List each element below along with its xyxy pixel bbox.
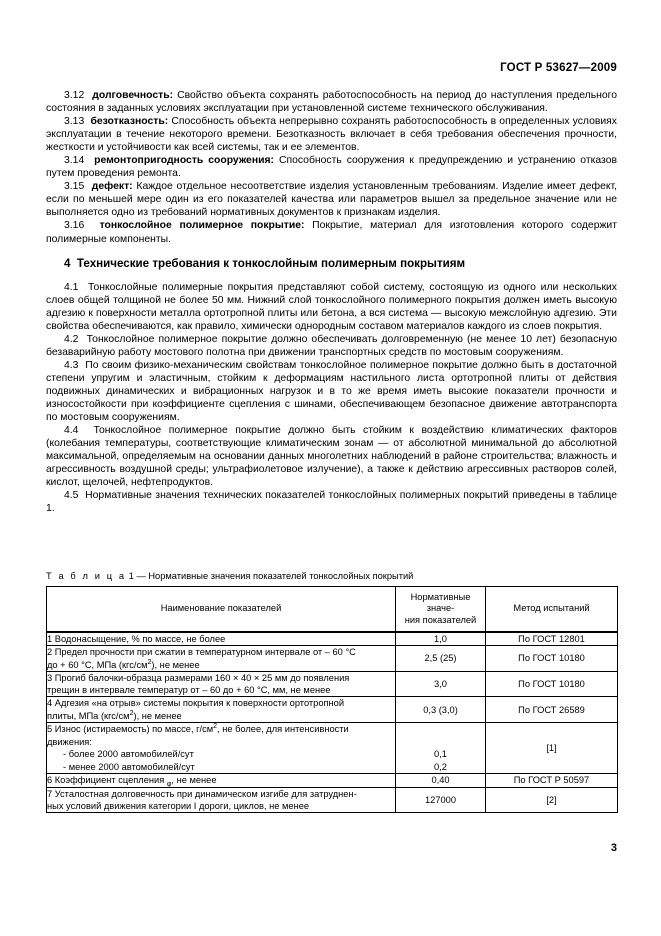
row-5-values <box>396 723 486 774</box>
clause-number: 4.4 <box>64 425 79 437</box>
row-7-name-line1: 7 Усталостная долговечность при динамическом изгибе для затруднен- <box>47 788 357 799</box>
row-2-superscript: 2 <box>147 658 152 666</box>
table-row <box>47 646 618 672</box>
row-5-name <box>47 723 396 774</box>
row-3-value: 3,0 <box>396 671 486 697</box>
clause-text: Нормативные значения технических показателей тонкослойных полимерных покрытий приведены в таблице 1. <box>46 490 617 515</box>
term-definition-3-15 <box>46 180 617 219</box>
row-2-name-line2-post: ), не менее <box>151 659 200 670</box>
clause-4-4 <box>46 424 617 489</box>
term-number: 3.13 <box>64 116 85 128</box>
row-3-name-line2: трещин в интервале температур от – 60 до + 60 °С, мм, не менее <box>47 685 331 696</box>
row-6-name-post: , не менее <box>171 775 217 786</box>
clause-number: 4.5 <box>64 490 79 502</box>
clause-4-1 <box>46 281 617 333</box>
row-2-value: 2,5 (25) <box>396 646 486 672</box>
term-label: дефект: <box>91 181 133 193</box>
clause-text: По своим физико-механическим свойствам тонкослойное полимерное покрытие должно быть в достаточной степени упругим и эластичным, стойким к деформациям настильного листа ортотропной плиты от действия подвижных динамических и вибрационных нагрузок и в то же время иметь высокие показатели прочности и износостойкости при коэффициенте сцепления с шинами, обеспечивающем безопасное движение автотранспорта по мостовым сооружениям. <box>46 359 617 424</box>
term-text: Способность объекта непрерывно сохранять работоспособность в определенных условиях эксплуатации в течение некоторого времени. Безотказность включает в себя требования обеспечения прочности, жесткости и устойчивости как всей системы, так и ее элементов. <box>46 116 618 154</box>
row-4-superscript: 2 <box>129 709 134 717</box>
term-label: долговечность: <box>92 90 174 101</box>
row-6-method: По ГОСТ Р 50597 <box>486 774 618 787</box>
specifications-table <box>46 586 618 813</box>
list-item: - более 2000 автомобилей/сут <box>47 748 395 761</box>
table-caption-dash: — <box>136 571 146 581</box>
section-title: Технические требования к тонкослойным полимерным покрытиям <box>76 256 466 270</box>
row-5-sublist <box>47 748 395 773</box>
term-label: безотказность: <box>90 116 169 128</box>
row-4-name-line2-post: ), не менее <box>133 710 182 721</box>
row-5-superscript: 2 <box>213 723 218 731</box>
table-row <box>47 774 618 787</box>
clause-4-2 <box>46 333 617 359</box>
row-4-value: 0,3 (3,0) <box>396 697 486 723</box>
section-number: 4 <box>64 256 71 270</box>
row-5-value-spacer-1 <box>396 723 485 736</box>
row-4-name <box>47 697 396 723</box>
term-definition-3-14 <box>46 154 617 180</box>
row-5-name-line1-post: , не более, для интенсивности <box>217 724 349 735</box>
row-3-name-line1: 3 Прогиб балочки-образца размерами 160 × 40 × 25 мм до появления <box>47 672 350 683</box>
term-number: 3.15 <box>64 181 85 193</box>
page-number: 3 <box>610 842 617 854</box>
column-header-value <box>396 587 486 633</box>
term-label: тонкослойное полимерное покрытие: <box>99 220 305 232</box>
clause-text: Тонкослойное полимерное покрытие должно обеспечивать долговременную (не менее 10 лет) безопасную безаварийную работу мостового полотна при движении транспортных средств по мостовым сооружениям. <box>46 333 617 358</box>
row-6-subscript-phi: φ <box>166 781 172 789</box>
row-2-method: По ГОСТ 10180 <box>486 646 618 672</box>
table-row <box>47 787 618 813</box>
row-4-name-line1: 4 Адгезия «на отрыв» системы покрытия к поверхности ортотропной <box>47 698 345 709</box>
term-definition-3-12 <box>46 89 617 115</box>
term-definition-3-13 <box>46 115 617 154</box>
list-item: - менее 2000 автомобилей/сут <box>47 761 395 774</box>
clause-text: Тонкослойные полимерные покрытия представляют собой систему, состоящую из одного или нескольких слоев общей толщиной не более 50 мм. Нижний слой тонкослойного полимерного покрытия должен иметь высокую адгезию к поверхности металла ортотропной плиты или бетона, а вся система — высокую межслойную адгезию. Эти свойства обеспечиваются, как правило, химически однородным составом материалов каждого из слоев покрытия. <box>46 281 617 332</box>
table-caption-number: 1 <box>128 571 134 581</box>
row-5-value-2: 0,2 <box>434 761 447 772</box>
clause-number: 4.2 <box>64 333 79 345</box>
row-7-name-line2: ных условий движения категории I дороги, циклов, не менее <box>47 801 310 812</box>
table-row <box>47 671 618 697</box>
term-number: 3.14 <box>64 155 85 167</box>
row-6-name <box>47 774 396 787</box>
row-1-name: 1 Водонасыщение, % по массе, не более <box>47 632 396 646</box>
table-row <box>47 632 618 646</box>
section-heading-4 <box>46 246 617 281</box>
clause-number: 4.3 <box>64 359 79 371</box>
clause-4-5 <box>46 489 617 515</box>
row-2-name <box>47 646 396 672</box>
table-caption-title: Нормативные значения показателей тонкослойных покрытий <box>148 571 414 581</box>
row-7-method: [2] <box>486 787 618 813</box>
row-4-name-line2-pre: плиты, МПа (кгс/см <box>47 710 130 721</box>
term-number: 3.12 <box>64 90 85 101</box>
row-1-method: По ГОСТ 12801 <box>486 632 618 646</box>
row-2-name-line1: 2 Предел прочности при сжатии в температурном интервале от – 60 °С <box>47 647 356 658</box>
term-label: ремонтопригодность сооружения: <box>94 155 275 167</box>
running-header: ГОСТ Р 53627—2009 <box>500 62 617 74</box>
row-1-value: 1,0 <box>396 632 486 646</box>
term-text: Способность сооружения к предупреждению и устранению отказов путем проведения ремонта. <box>46 155 617 180</box>
term-text: Каждое отдельное несоответствие изделия установленным требованиям. Изделие имеет дефект, если по меньшей мере один из его показателей качества или параметров вышел за предельное значение или не выполняется одно из требований нормативных документов к признакам изделия. <box>46 181 618 219</box>
table-header-row <box>47 587 618 633</box>
term-definition-3-16 <box>46 219 617 245</box>
row-6-value: 0,40 <box>396 774 486 787</box>
row-6-name-pre: 6 Коэффициент сцепления <box>47 775 167 786</box>
clause-text: Тонкослойное полимерное покрытие должно быть стойким к воздействию климатических факторов (колебания температуры, соответствующие климатическим зонам — от абсолютной минимальной до абсолютной максимальной, определяемым на основании данных многолетних наблюдений в районе строительства; влажность и агрессивность воздушной среды; ультрафиолетовое излучение), а также к действию агрессивных растворов солей, кислот, щелочей, нефтепродуктов. <box>46 425 617 489</box>
table-caption-label: Т а б л и ц а <box>46 571 127 581</box>
row-5-value-spacer-2 <box>396 736 485 749</box>
column-header-value-line1: Нормативные значе- <box>410 591 471 614</box>
term-text: Покрытие, материал для изготовления которого содержит полимерные компоненты. <box>46 220 617 245</box>
row-5-value-1: 0,1 <box>434 749 447 760</box>
row-4-method: По ГОСТ 26589 <box>486 697 618 723</box>
row-5-name-line2: движения: <box>47 736 92 747</box>
row-5-method: [1] <box>486 723 618 774</box>
table-caption <box>46 570 617 582</box>
column-header-name: Наименование показателей <box>47 587 396 633</box>
row-5-name-line1-pre: 5 Износ (истираемость) по массе, г/см <box>47 724 214 735</box>
table-row <box>47 723 618 774</box>
row-7-name <box>47 787 396 813</box>
row-7-value: 127000 <box>396 787 486 813</box>
clause-number: 4.1 <box>64 281 79 293</box>
row-2-name-line2-pre: до + 60 °С, МПа (кгс/см <box>47 659 148 670</box>
table-row <box>47 697 618 723</box>
term-text: Свойство объекта сохранять работоспособность на период до наступления предельного состояния в заданных условиях эксплуатации при установленной системе технического обслуживания. <box>46 90 617 115</box>
term-number: 3.16 <box>64 220 85 232</box>
clause-4-3 <box>46 359 617 424</box>
column-header-method: Метод испытаний <box>486 587 618 633</box>
row-3-name <box>47 671 396 697</box>
row-3-method: По ГОСТ 10180 <box>486 671 618 697</box>
column-header-value-line2: ния показателей <box>404 614 477 625</box>
document-body <box>46 89 617 515</box>
